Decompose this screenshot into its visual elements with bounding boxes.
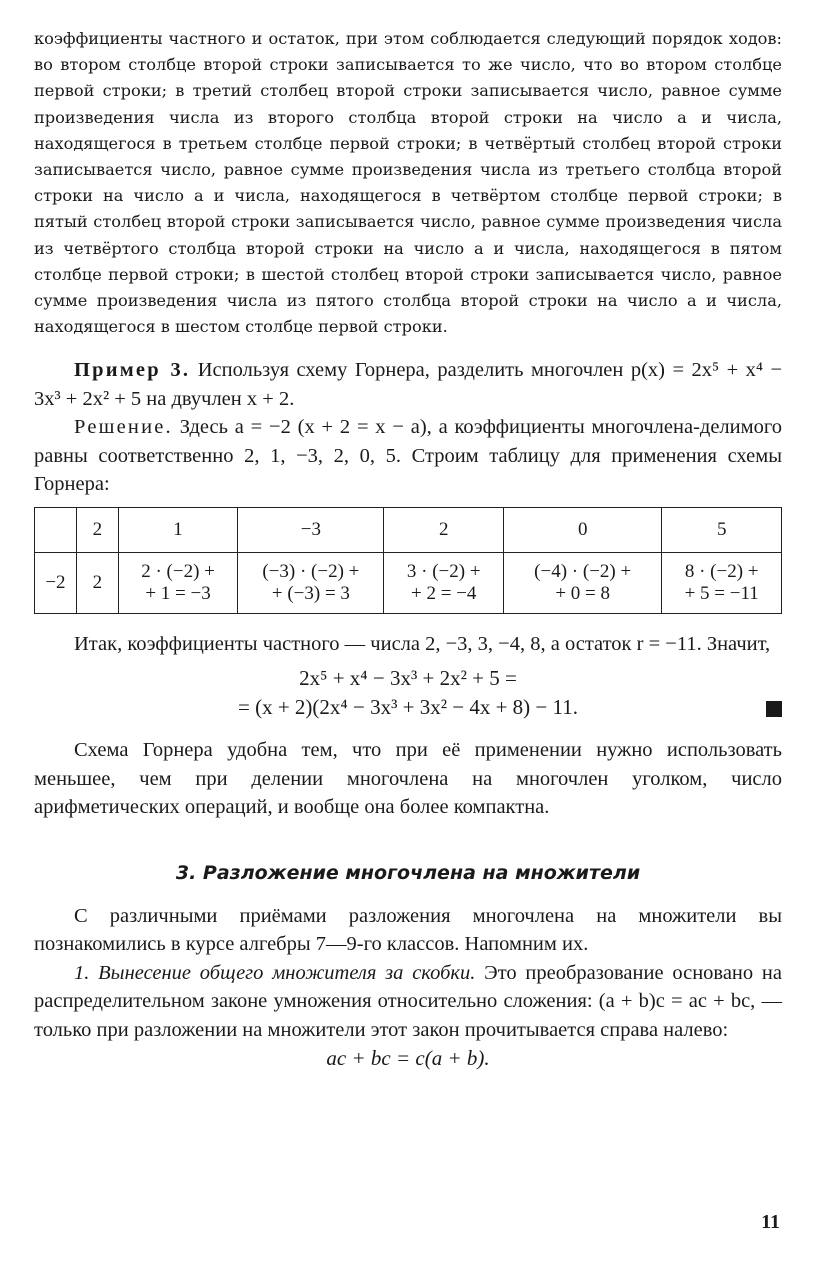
solution-label: Решение. bbox=[74, 416, 173, 439]
table-cell: 2 bbox=[76, 507, 118, 552]
item-1-paragraph bbox=[34, 959, 782, 1045]
cell-line: 2 bbox=[92, 571, 103, 593]
table-cell bbox=[238, 552, 384, 613]
table-cell bbox=[504, 552, 662, 613]
example-text: Используя схему Горнера, разделить многочлен p(x) = 2x⁵ + x⁴ − 3x³ + 2x² + 5 на двучлен x + 2. bbox=[34, 359, 783, 410]
cell-line: + 2 = −4 bbox=[411, 582, 477, 604]
table-cell bbox=[662, 552, 782, 613]
page-number: 11 bbox=[761, 1211, 780, 1233]
cell-line: + 0 = 8 bbox=[555, 582, 611, 604]
cell-line: 3 · (−2) + bbox=[406, 560, 481, 582]
cell-line: + 5 = −11 bbox=[684, 582, 759, 604]
intro-paragraph: коэффициенты частного и остаток, при этом соблюдается следующий порядок ходов: во втором столбце второй строки записывается то же число, что во втором столбце первой строки; в третий столбец второй строки записывается число, равное сумме произведения числа из второго столбца второй строки на число a и числа, находящегося в третьем столбце первой строки; в четвёртый столбец второй строки записывается число, равное сумме произведения числа из третьего столбца второй строки на число a и числа, находящегося в четвёртом столбце первой строки; в пятый столбец второй строки записывается число, равное сумме произведения числа из четвёртого столбца второй строки на число a и числа, находящегося в пятом столбце первой строки; в шестой столбец второй строки записывается число, равное сумме произведения числа из пятого столбца второй строки на число a и числа, находящегося в шестом столбце первой строки. bbox=[34, 29, 782, 337]
item-1-label: 1. Вынесение общего множителя за скобки. bbox=[74, 961, 476, 984]
solution-text: Здесь a = −2 (x + 2 = x − a), а коэффициенты многочлена-делимого равны соответственно 2, 1, −3, 2, 0, 5. Строим таблицу для применения схемы Горнера: bbox=[34, 416, 782, 496]
equation-line-1: 2x⁵ + x⁴ − 3x³ + 2x² + 5 = bbox=[299, 666, 517, 691]
table-row-coefficients bbox=[35, 507, 782, 552]
table-cell bbox=[35, 507, 77, 552]
example-label: Пример 3. bbox=[74, 359, 191, 382]
table-cell: 1 bbox=[118, 507, 238, 552]
table-cell bbox=[118, 552, 238, 613]
cell-line: + 1 = −3 bbox=[145, 582, 211, 604]
end-of-proof-icon bbox=[766, 701, 782, 717]
cell-line: 2 · (−2) + bbox=[141, 560, 215, 582]
table-cell bbox=[384, 552, 504, 613]
cell-line: 8 · (−2) + bbox=[684, 560, 759, 582]
table-cell: 2 bbox=[384, 507, 504, 552]
table-cell: −3 bbox=[238, 507, 384, 552]
equation-line-2 bbox=[34, 693, 782, 722]
conclusion-paragraph: Итак, коэффициенты частного — числа 2, −3, 3, −4, 8, а остаток r = −11. Значит, bbox=[74, 632, 771, 655]
table-row-results bbox=[35, 552, 782, 613]
cell-line: (−3) · (−2) + bbox=[262, 560, 360, 582]
equation-line-2-text: = (x + 2)(2x⁴ − 3x³ + 3x² − 4x + 8) − 11. bbox=[237, 695, 578, 720]
factor-formula: ac + bc = c(a + b). bbox=[326, 1046, 490, 1071]
cell-line: −2 bbox=[45, 571, 66, 593]
section-heading: 3. Разложение многочлена на множители bbox=[175, 861, 641, 884]
table-cell bbox=[76, 552, 118, 613]
example-paragraph bbox=[34, 356, 782, 413]
section-intro-paragraph: С различными приёмами разложения многочлена на множители вы познакомились в курсе алгебры 7—9-го классов. Напомним их. bbox=[34, 904, 782, 956]
cell-line: (−4) · (−2) + bbox=[534, 560, 632, 582]
table-cell bbox=[35, 552, 77, 613]
table-cell: 0 bbox=[504, 507, 662, 552]
horner-note-paragraph: Схема Горнера удобна тем, что при её применении нужно использовать меньшее, чем при делении многочлена на многочлен уголком, число арифметических операций, и вообще она более компактна. bbox=[34, 739, 782, 819]
table-cell: 5 bbox=[662, 507, 782, 552]
solution-paragraph bbox=[34, 413, 782, 499]
cell-line: + (−3) = 3 bbox=[271, 582, 350, 604]
item-1-text: Это преобразование основано на распределительном законе умножения относительно сложения: (a + b)c = ac + bc, — только при разложении на множители этот закон прочитывается справа налево: bbox=[34, 961, 783, 1041]
horner-table bbox=[34, 507, 782, 614]
